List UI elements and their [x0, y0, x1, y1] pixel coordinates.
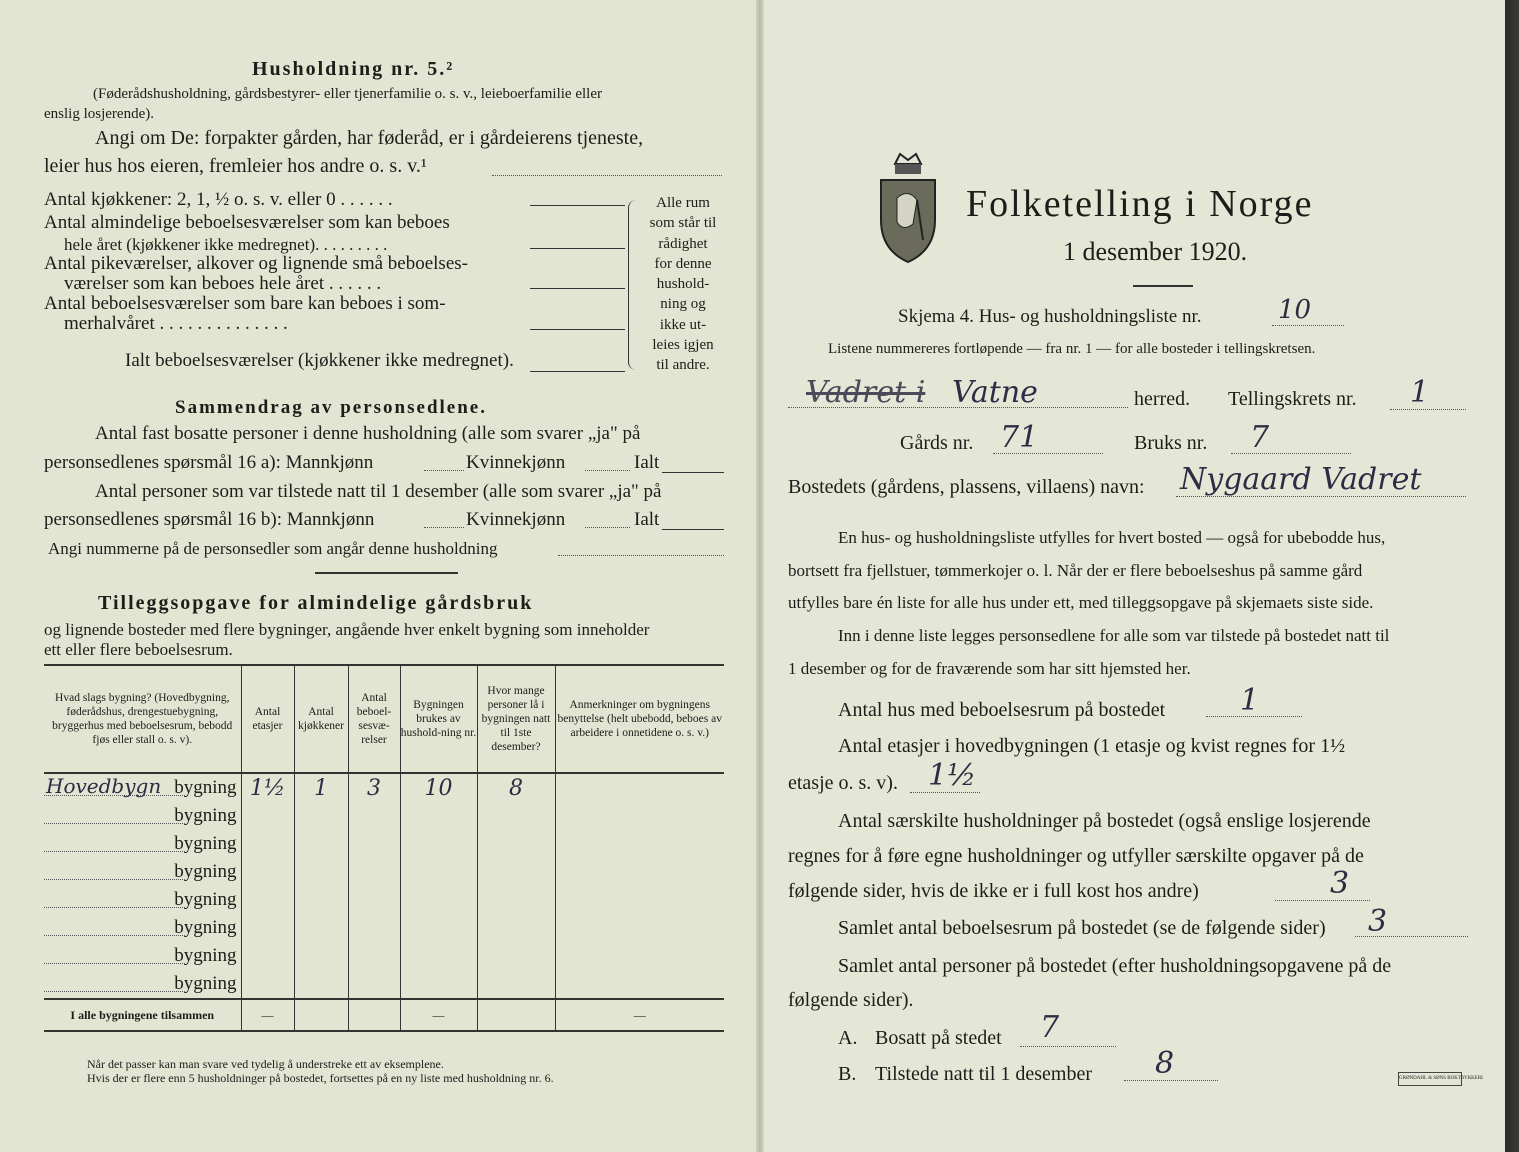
mann-line-1 — [424, 470, 464, 471]
q-etasjer-2: etasje o. s. v). — [788, 772, 898, 794]
table-row — [44, 773, 724, 802]
instr-3: utfylles bare én liste for alle hus under ett, med tilleggsopgave på skjemaets siste side. — [788, 593, 1374, 612]
total-rooms-label: Ialt beboelsesværelser (kjøkkener ikke medregnet). — [125, 350, 514, 371]
herred-label: herred. — [1134, 388, 1191, 410]
household-cell: 10 — [400, 773, 477, 802]
building-label: bygning — [174, 805, 237, 826]
side-note-line: hushold- — [656, 276, 710, 293]
answer-line-rooms — [530, 248, 625, 249]
herred-value: Vatne — [952, 375, 1038, 410]
building-type-cell — [44, 914, 241, 942]
floors-cell — [241, 942, 294, 970]
total-kitchens — [294, 999, 348, 1031]
question-1: Angi om De: forpakter gården, har føderåd, er i gårdeierens tjeneste, — [95, 127, 644, 149]
kvinne-line-1 — [585, 470, 630, 471]
side-note-line: for denne — [654, 255, 712, 272]
kitchens-cell — [294, 886, 348, 914]
remarks-cell — [555, 802, 724, 830]
building-label: bygning — [174, 973, 237, 994]
q-hush-1: Antal særskilte husholdninger på bostedet (også enslige losjerende — [838, 810, 1371, 832]
q-hus: Antal hus med beboelsesrum på bostedet — [838, 699, 1166, 721]
bruks-label: Bruks nr. — [1134, 432, 1208, 454]
supplement-title: Tilleggsopgave for almindelige gårdsbruk — [98, 592, 534, 614]
b-value: 8 — [1155, 1046, 1175, 1081]
kitchens-cell — [294, 858, 348, 886]
answer-line-small-rooms — [530, 288, 625, 289]
table-row — [44, 830, 724, 858]
rooms-cell — [348, 802, 400, 830]
header-building-type: Hvad slags bygning? (Hovedbygning, føderådshus, drengestuebygning, bryggerhus med beboelsesrum, bebodd fjøs eller stall o. s. v). — [44, 665, 241, 773]
total-rooms — [348, 999, 400, 1031]
building-type-cell — [44, 858, 241, 886]
building-type-cell — [44, 830, 241, 858]
herred-line — [788, 407, 1128, 408]
rooms-cell — [348, 858, 400, 886]
a-text: Bosatt på stedet — [875, 1027, 1002, 1049]
header-remarks: Anmerkninger om bygningens benyttelse (helt ubebodd, beboes av arbeidere i onnetidene o. s. v.) — [555, 665, 724, 773]
header-persons: Hvor mange personer lå i bygningen natt til 1ste desember? — [477, 665, 555, 773]
household-cell — [400, 830, 477, 858]
kvinne-label-1: Kvinnekjønn — [466, 452, 566, 473]
floors-cell — [241, 914, 294, 942]
table-row — [44, 802, 724, 830]
rooms-cell — [348, 942, 400, 970]
building-label: bygning — [174, 917, 237, 938]
rooms-cell — [348, 830, 400, 858]
household-cell — [400, 970, 477, 999]
total-label: I alle bygningene tilsammen — [44, 999, 241, 1031]
remarks-cell — [555, 773, 724, 802]
bosted-label: Bostedets (gårdens, plassens, villaens) navn: — [788, 476, 1145, 498]
persons-cell — [477, 914, 555, 942]
side-note-line: rådighet — [658, 235, 708, 252]
a-label: A. — [838, 1027, 858, 1049]
question-answer-line — [492, 175, 722, 176]
building-label: bygning — [174, 861, 237, 882]
household-title: Husholdning nr. 5.² — [252, 58, 455, 80]
total-floors: — — [241, 999, 294, 1031]
ialt-line-2 — [662, 529, 724, 530]
answer-line-summer-rooms — [530, 329, 625, 330]
gards-line — [993, 453, 1103, 454]
room-line-3: Antal pikeværelser, alkover og lignende små beboelses- — [44, 253, 468, 274]
intro-note-2: enslig losjerende). — [44, 106, 154, 122]
persons-cell — [477, 942, 555, 970]
rooms-cell — [348, 970, 400, 999]
q-hus-value: 1 — [1240, 683, 1260, 718]
q-hus-line — [1206, 716, 1302, 717]
building-label: bygning — [174, 889, 237, 910]
bosted-value: Nygaard Vadret — [1180, 462, 1422, 497]
gards-label: Gårds nr. — [900, 432, 974, 454]
building-type-cell — [44, 886, 241, 914]
table-row — [44, 858, 724, 886]
remarks-cell — [555, 970, 724, 999]
q-pers-2: følgende sider). — [788, 989, 914, 1011]
brace — [628, 200, 641, 370]
room-line-0: Antal kjøkkener: 2, 1, ½ o. s. v. eller 0 . . . . . . — [44, 189, 393, 210]
b-label: B. — [838, 1063, 857, 1085]
persons-cell — [477, 886, 555, 914]
tellingskrets-line — [1390, 409, 1466, 410]
angi-nummer-line — [558, 555, 724, 556]
household-cell — [400, 886, 477, 914]
building-label: bygning — [174, 833, 237, 854]
b-line — [1124, 1080, 1218, 1081]
kitchens-cell — [294, 970, 348, 999]
room-line-2: hele året (kjøkkener ikke medregnet). . . . . . . . . — [64, 235, 388, 254]
page-fold — [756, 0, 764, 1152]
room-line-5: Antal beboelsesværelser som bare kan beboes i som- — [44, 293, 446, 314]
supplement-2: ett eller flere beboelsesrum. — [44, 640, 233, 659]
household-cell — [400, 942, 477, 970]
persons-cell — [477, 970, 555, 999]
bruks-value: 7 — [1250, 420, 1270, 455]
summary-2a: Antal personer som var tilstede natt til 1 desember (alle som svarer „ja" på — [95, 481, 662, 502]
angi-nummer: Angi nummerne på de personsedler som angår denne husholdning — [48, 539, 498, 558]
summary-2b: personsedlenes spørsmål 16 b): Mannkjønn — [44, 509, 375, 530]
supplement-1: og lignende bosteder med flere bygninger, angående hver enkelt bygning som inneholder — [44, 620, 650, 639]
household-cell — [400, 914, 477, 942]
rooms-cell — [348, 914, 400, 942]
floors-cell — [241, 802, 294, 830]
side-note-line: Alle rum — [656, 195, 710, 211]
remarks-cell — [555, 914, 724, 942]
q-etasjer-line — [910, 792, 980, 793]
remarks-cell — [555, 858, 724, 886]
building-type-cell — [44, 773, 241, 802]
q-rom-value: 3 — [1368, 904, 1388, 939]
kvinne-line-2 — [585, 527, 630, 528]
table-row — [44, 970, 724, 999]
room-line-1: Antal almindelige beboelsesværelser som kan beboes — [44, 212, 450, 233]
kitchens-cell — [294, 830, 348, 858]
table-row — [44, 886, 724, 914]
instr-2: bortsett fra fjellstuer, tømmerkojer o. l. Når der er flere beboelseshus på samme gård — [788, 561, 1363, 580]
a-line — [1020, 1046, 1116, 1047]
q-hush-3: følgende sider, hvis de ikke er i full kost hos andre) — [788, 880, 1199, 902]
footnote-1: Når det passer kan man svare ved tydelig å understreke ett av eksemplene. — [87, 1057, 444, 1071]
floors-cell: 1½ — [241, 773, 294, 802]
remarks-cell — [555, 830, 724, 858]
bosted-line — [1176, 496, 1466, 497]
answer-line-kitchens — [530, 205, 625, 206]
side-note-line: ning og — [660, 296, 706, 313]
household-cell — [400, 858, 477, 886]
floors-cell — [241, 970, 294, 999]
header-household: Bygningen brukes av hushold-ning nr. — [400, 665, 477, 773]
herred-struck: Vadret i — [806, 375, 926, 410]
side-note-line: ikke ut- — [659, 316, 707, 333]
header-rooms: Antal beboel-sesvæ-relser — [348, 665, 400, 773]
summary-1b: personsedlenes spørsmål 16 a): Mannkjønn — [44, 452, 374, 473]
q-etasjer-1: Antal etasjer i hovedbygningen (1 etasje og kvist regnes for 1½ — [838, 735, 1346, 757]
bruks-line — [1231, 453, 1351, 454]
persons-cell: 8 — [477, 773, 555, 802]
q-pers-1: Samlet antal personer på bostedet (efter husholdningsopgavene på de — [838, 955, 1392, 977]
total-persons — [477, 999, 555, 1031]
remarks-cell — [555, 942, 724, 970]
title-separator — [1133, 285, 1193, 287]
footnote-2: Hvis der er flere enn 5 husholdninger på bostedet, fortsettes på en ny liste med husholdning nr. 6. — [87, 1071, 554, 1085]
room-line-6: merhalvåret . . . . . . . . . . . . . . — [64, 313, 288, 334]
instr-5: 1 desember og for de fraværende som har sitt hjemsted her. — [788, 659, 1191, 678]
table-total-row — [44, 999, 724, 1031]
intro-note-1: (Føderådshusholdning, gårdsbestyrer- eller tjenerfamilie o. s. v., leieboerfamilie eller — [93, 86, 602, 102]
census-date: 1 desember 1920. — [1063, 237, 1248, 266]
side-note-line: leies igjen — [652, 337, 714, 354]
tellingskrets-label: Tellingskrets nr. — [1228, 388, 1357, 410]
q-rom: Samlet antal beboelsesrum på bostedet (se de følgende sider) — [838, 917, 1326, 939]
building-type-cell — [44, 942, 241, 970]
building-label: bygning — [174, 945, 237, 966]
printer-stamp: GRØNDAHL & SØNS BOKTRYKKERI — [1398, 1072, 1462, 1086]
summary-1a: Antal fast bosatte personer i denne husholdning (alle som svarer „ja" på — [95, 423, 641, 444]
remarks-cell — [555, 886, 724, 914]
table-row — [44, 914, 724, 942]
instr-1: En hus- og husholdningsliste utfylles for hvert bosted — også for ubebodde hus, — [838, 528, 1386, 547]
ialt-line-1 — [662, 472, 724, 473]
persons-cell — [477, 858, 555, 886]
building-type-value: Hovedbygn — [46, 774, 162, 798]
q-hush-line — [1275, 900, 1370, 901]
a-value: 7 — [1040, 1010, 1060, 1045]
q-hush-2: regnes for å føre egne husholdninger og utfyller særskilte opgaver på de — [788, 845, 1364, 867]
question-2: leier hus hos eieren, fremleier hos andre o. s. v.¹ — [44, 155, 427, 177]
side-note — [644, 193, 722, 376]
skjema-number: 10 — [1278, 295, 1312, 325]
mann-line-2 — [424, 527, 464, 528]
listene-note: Listene nummereres fortløpende — fra nr. 1 — for alle bosteder i tellingskretsen. — [828, 341, 1316, 357]
table-row — [44, 942, 724, 970]
q-rom-line — [1355, 936, 1468, 937]
tellingskrets-value: 1 — [1410, 375, 1430, 410]
skjema-label: Skjema 4. Hus- og husholdningsliste nr. — [898, 306, 1202, 327]
total-household: — — [400, 999, 477, 1031]
floors-cell — [241, 830, 294, 858]
header-floors: Antal etasjer — [241, 665, 294, 773]
kitchens-cell: 1 — [294, 773, 348, 802]
rooms-cell — [348, 886, 400, 914]
building-label: bygning — [174, 777, 237, 798]
table-header-row — [44, 665, 724, 773]
side-note-line: som står til — [649, 215, 717, 232]
q-etasjer-value: 1½ — [928, 758, 977, 793]
kitchens-cell — [294, 942, 348, 970]
header-kitchens: Antal kjøkkener — [294, 665, 348, 773]
persons-cell — [477, 830, 555, 858]
instr-4: Inn i denne liste legges personsedlene for alle som var tilstede på bostedet natt til — [838, 626, 1390, 645]
ialt-label-1: Ialt — [634, 452, 660, 473]
building-type-cell — [44, 970, 241, 999]
side-note-line: til andre. — [656, 357, 710, 374]
total-remarks: — — [555, 999, 724, 1031]
building-type-cell — [44, 802, 241, 830]
kitchens-cell — [294, 802, 348, 830]
q-hush-value: 3 — [1330, 866, 1350, 901]
kvinne-label-2: Kvinnekjønn — [466, 509, 566, 530]
b-text: Tilstede natt til 1 desember — [875, 1063, 1093, 1085]
skjema-line — [1272, 325, 1344, 326]
coat-of-arms-icon — [873, 150, 943, 265]
right-dark-edge — [1505, 0, 1519, 1152]
gards-value: 71 — [1000, 420, 1039, 455]
floors-cell — [241, 858, 294, 886]
floors-cell — [241, 886, 294, 914]
ialt-label-2: Ialt — [634, 509, 660, 530]
summary-title: Sammendrag av personsedlene. — [175, 397, 487, 418]
persons-cell — [477, 802, 555, 830]
kitchens-cell — [294, 914, 348, 942]
household-cell — [400, 802, 477, 830]
separator — [315, 572, 458, 574]
rooms-cell: 3 — [348, 773, 400, 802]
buildings-table — [44, 664, 724, 1032]
answer-line-total — [530, 371, 625, 372]
room-line-4: værelser som kan beboes hele året . . . . . . — [64, 273, 382, 294]
census-title: Folketelling i Norge — [966, 183, 1314, 225]
